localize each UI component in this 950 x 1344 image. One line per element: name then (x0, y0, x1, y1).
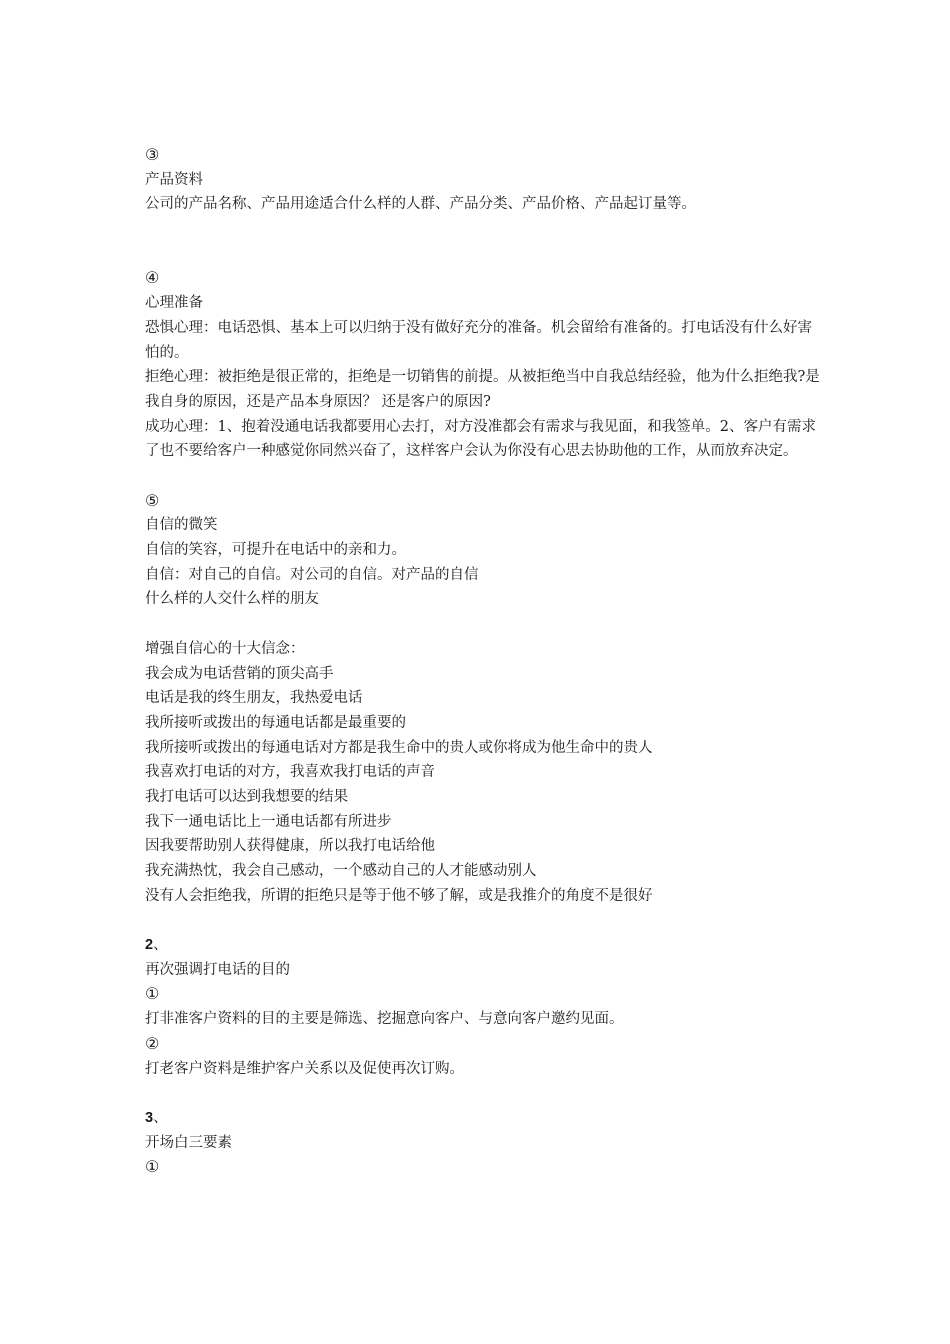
beliefs-title: 增强自信心的十大信念： (145, 640, 305, 657)
belief-item: 电话是我的终生朋友，我热爱电话 (145, 690, 363, 707)
belief-item: 我喜欢打电话的对方，我喜欢我打电话的声音 (145, 764, 435, 781)
section-marker-3: ③ (145, 145, 160, 164)
section-title-call-purpose: 再次强调打电话的目的 (145, 961, 290, 978)
section-marker-4: ④ (145, 268, 160, 288)
document-page (145, 143, 820, 1180)
spacer (145, 908, 820, 933)
belief-item: 我所接听或拨出的每通电话对方都是我生命中的贵人或你将成为他生命中的贵人 (145, 739, 653, 756)
belief-item: 我下一通电话比上一通电话都有所进步 (145, 813, 392, 830)
section-separator: 、 (153, 937, 168, 954)
section-title-opening: 开场白三要素 (145, 1134, 232, 1151)
paragraph-smile-1: 自信的笑容，可提升在电话中的亲和力。 (145, 542, 406, 559)
section-title-smile: 自信的微笑 (145, 517, 218, 534)
paragraph-purpose-1: 打非准客户资料的目的主要是筛选、挖掘意向客户、与意向客户邀约见面。 (145, 1011, 624, 1028)
belief-item: 因我要帮助别人获得健康，所以我打电话给他 (145, 838, 435, 855)
belief-item: 我会成为电话营销的顶尖高手 (145, 665, 334, 682)
section-heading-3 (145, 1106, 820, 1131)
belief-item: 我打电话可以达到我想要的结果 (145, 788, 348, 805)
section-separator: 、 (153, 1109, 168, 1126)
item-marker-1: ① (145, 1157, 160, 1177)
paragraph-smile-2: 自信：对自己的自信。对公司的自信。对产品的自信 (145, 566, 479, 583)
belief-item: 我所接听或拨出的每通电话都是最重要的 (145, 714, 406, 731)
paragraph-fear: 恐惧心理：电话恐惧、基本上可以归纳于没有做好充分的准备。机会留给有准备的。打电话没有什么好害怕的。 (145, 319, 812, 361)
paragraph-purpose-2: 打老客户资料是维护客户关系以及促使再次订购。 (145, 1060, 464, 1077)
section-title-mental-prep: 心理准备 (145, 295, 203, 312)
section-title-product-info: 产品资料 (145, 171, 203, 188)
section-number: 3 (145, 1109, 154, 1126)
paragraph-smile-3: 什么样的人交什么样的朋友 (145, 591, 319, 608)
item-marker-1: ① (145, 984, 160, 1004)
spacer (145, 217, 820, 266)
belief-item: 没有人会拒绝我，所谓的拒绝只是等于他不够了解，或是我推介的角度不是很好 (145, 887, 653, 904)
section-number: 2 (145, 937, 154, 954)
paragraph-success: 成功心理：1、抱着没通电话我都要用心去打，对方没准都会有需求与我见面，和我签单。2、客户有需求了也不要给客户一种感觉你同然兴奋了，这样客户会认为你没有心思去协助他的工作，从而放弃决定。 (145, 418, 816, 460)
paragraph-product-info: 公司的产品名称、产品用途适合什么样的人群、产品分类、产品价格、产品起订量等。 (145, 196, 696, 213)
belief-item: 我充满热忱，我会自己感动，一个感动自己的人才能感动别人 (145, 863, 537, 880)
spacer (145, 464, 820, 489)
paragraph-reject: 拒绝心理：被拒绝是很正常的，拒绝是一切销售的前提。从被拒绝当中自我总结经验，他为什么拒绝我?是我自身的原因，还是产品本身原因？ 还是客户的原因? (145, 369, 820, 410)
section-marker-5: ⑤ (145, 490, 160, 510)
spacer (145, 1081, 820, 1106)
spacer (145, 612, 820, 637)
section-heading-2 (145, 933, 820, 958)
item-marker-2: ② (145, 1033, 160, 1053)
